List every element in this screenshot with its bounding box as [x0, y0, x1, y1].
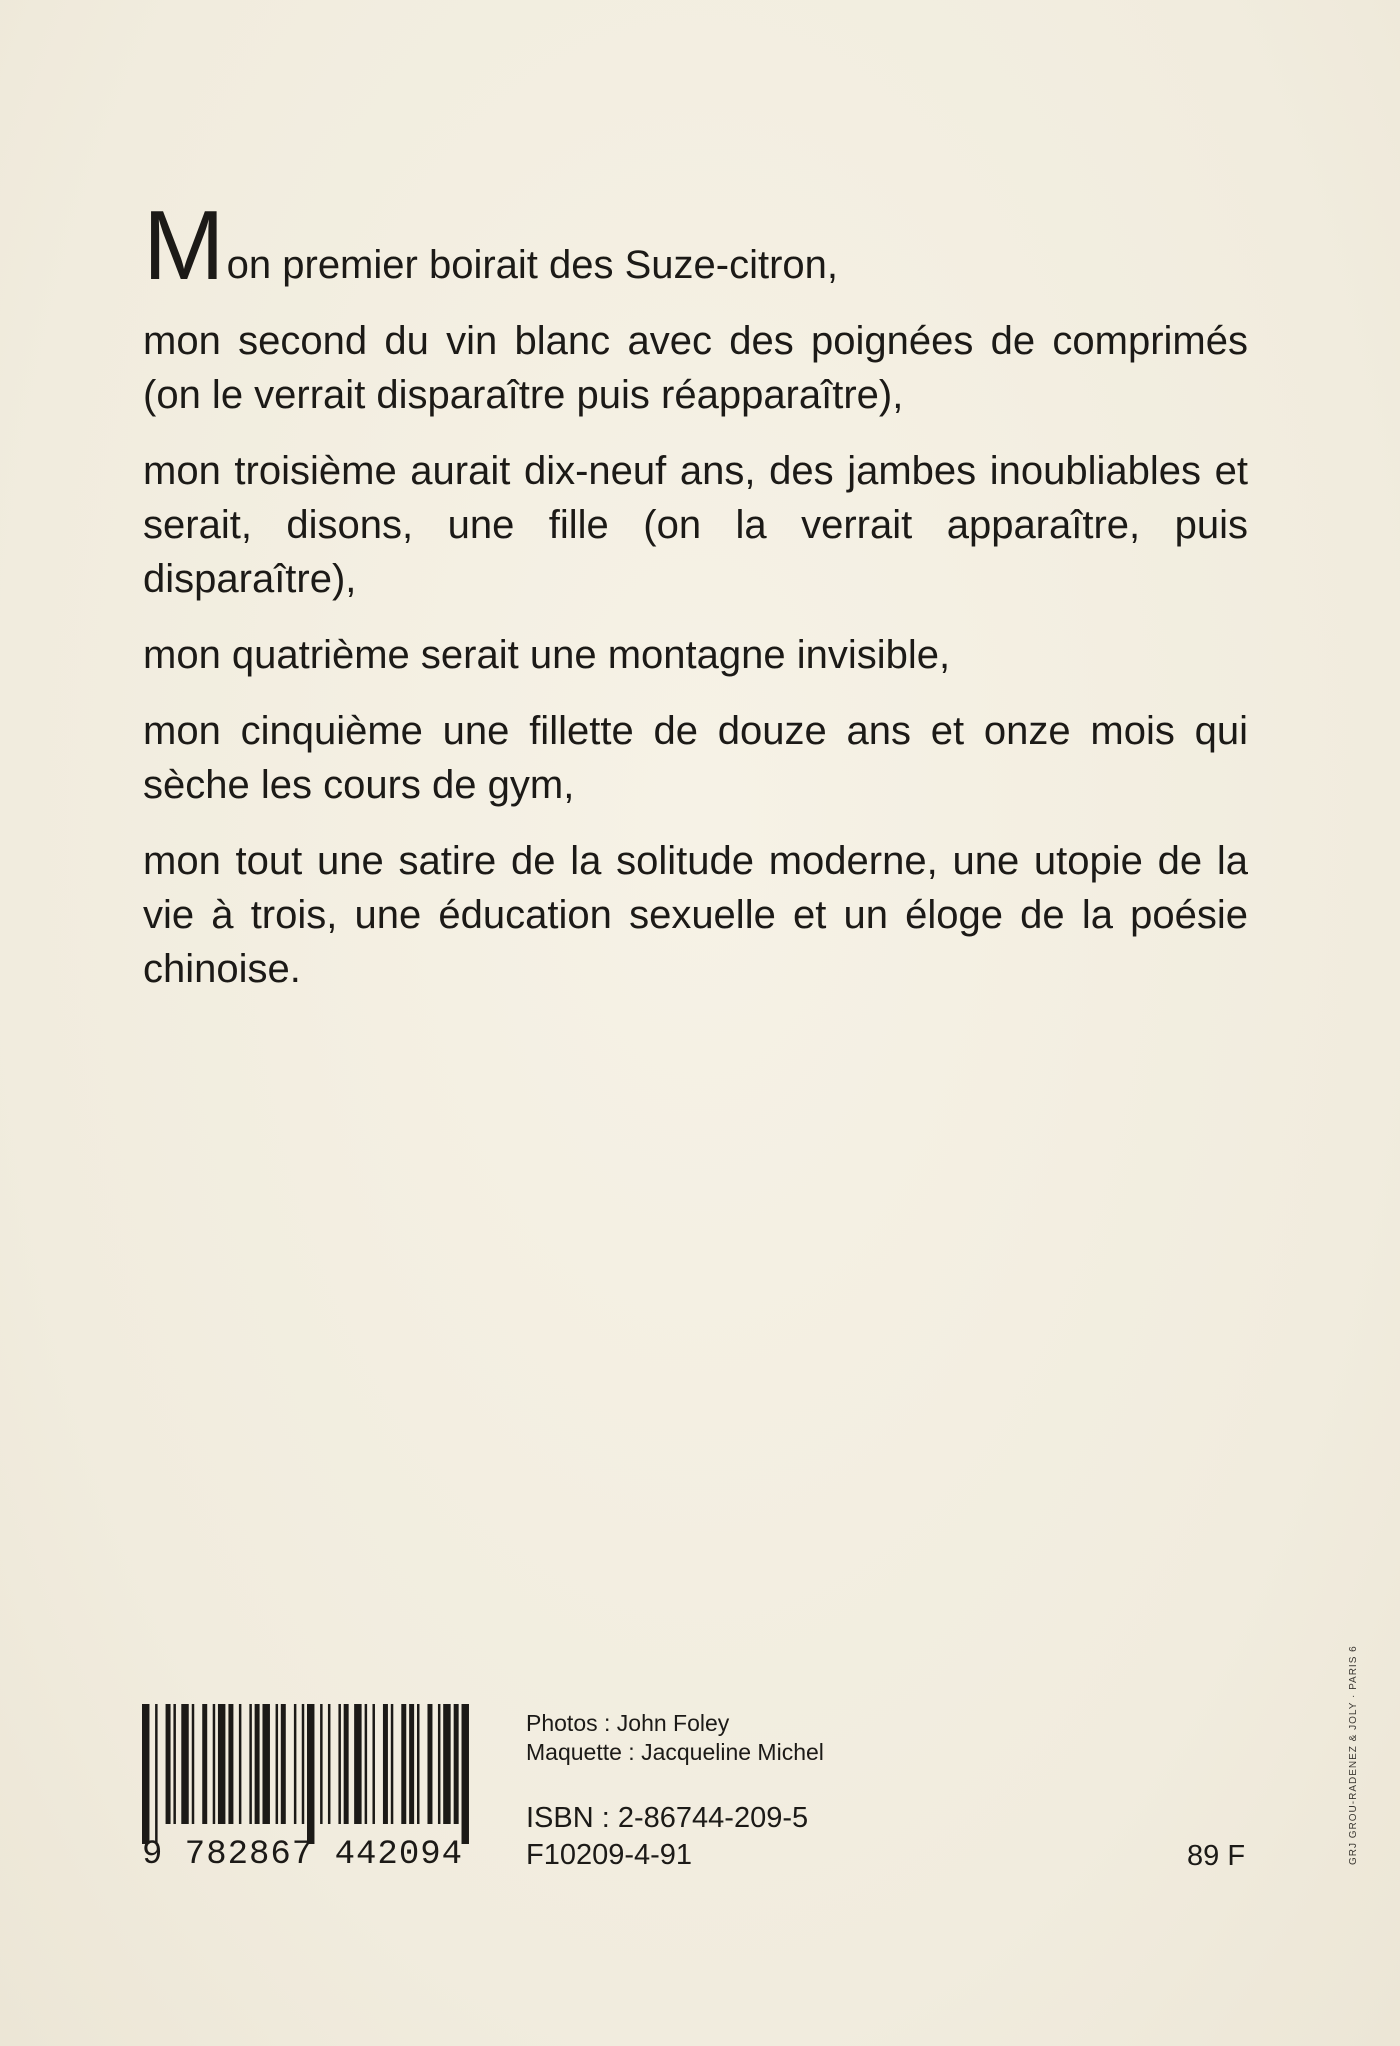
barcode-bar: [354, 1704, 361, 1824]
barcode-bar: [213, 1704, 215, 1824]
barcode-bar: [409, 1704, 414, 1824]
barcode-bar: [142, 1704, 149, 1844]
barcode-bar: [302, 1704, 304, 1824]
barcode-bar: [166, 1704, 171, 1824]
barcode-bar: [443, 1704, 450, 1824]
barcode-bar: [320, 1704, 322, 1824]
blurb-paragraph-6: mon tout une satire de la solitude moderne, une utopie de la vie à trois, une éducation sexuelle et un éloge de la poésie chinoise.: [143, 839, 1248, 991]
isbn-block: [526, 1800, 808, 1874]
barcode-bar: [462, 1704, 469, 1844]
blurb-paragraph-2: mon second du vin blanc avec des poignées de comprimés (on le verrait disparaître puis réapparaître),: [143, 319, 1248, 417]
reference-code: F10209-4-91: [526, 1839, 693, 1871]
barcode-bar: [438, 1704, 440, 1824]
isbn: ISBN : 2-86744-209-5: [526, 1802, 809, 1834]
barcode-bar: [255, 1704, 260, 1824]
barcode-bar: [401, 1704, 406, 1824]
barcode-bar: [372, 1704, 374, 1824]
blurb-text: [143, 190, 1248, 1018]
barcode-bar: [294, 1704, 296, 1824]
blurb-paragraph-5: mon cinquième une fillette de douze ans et onze mois qui sèche les cours de gym,: [143, 709, 1248, 807]
blurb-paragraph-1: [143, 190, 1248, 300]
drop-cap: M: [143, 190, 225, 300]
blurb-paragraph-1-text: on premier boirait des Suze-citron,: [226, 243, 839, 287]
blurb-paragraph-4: mon quatrième serait une montagne invisible,: [143, 633, 951, 677]
barcode-bar: [181, 1704, 188, 1824]
barcode-bar: [427, 1704, 432, 1824]
barcode-bar: [338, 1704, 340, 1824]
blurb-paragraph-3: mon troisième aurait dix-neuf ans, des jambes inoubliables et serait, disons, une fille (on la verrait apparaître, puis disparaître),: [143, 449, 1248, 601]
barcode-bar: [262, 1704, 269, 1824]
barcode-bar: [218, 1704, 225, 1824]
barcode-bar: [417, 1704, 419, 1824]
barcode-bar: [155, 1704, 157, 1844]
barcode-bar: [202, 1704, 207, 1824]
barcode-bar: [307, 1704, 314, 1844]
barcode-bar: [281, 1704, 286, 1824]
credits: [526, 1709, 824, 1767]
barcode: [142, 1704, 472, 1844]
barcode-bar: [239, 1704, 241, 1824]
printer-credit: GRJ GROU-RADENEZ & JOLY · PARIS 6: [1348, 1645, 1359, 1865]
barcode-bar: [249, 1704, 251, 1824]
barcode-bar: [454, 1704, 459, 1824]
barcode-bar: [173, 1704, 175, 1824]
barcode-digits: 9 782867 442094: [142, 1836, 464, 1874]
barcode-bars: [142, 1704, 472, 1844]
barcode-bar: [344, 1704, 349, 1824]
barcode-bar: [328, 1704, 330, 1824]
photo-credit: Photos : John Foley: [526, 1710, 730, 1736]
barcode-bar: [391, 1704, 393, 1824]
barcode-bar: [276, 1704, 278, 1824]
barcode-bar: [228, 1704, 233, 1824]
layout-credit: Maquette : Jacqueline Michel: [526, 1739, 824, 1765]
barcode-bar: [365, 1704, 367, 1824]
barcode-bar: [383, 1704, 388, 1824]
price: 89 F: [1187, 1840, 1246, 1872]
barcode-bar: [192, 1704, 194, 1824]
